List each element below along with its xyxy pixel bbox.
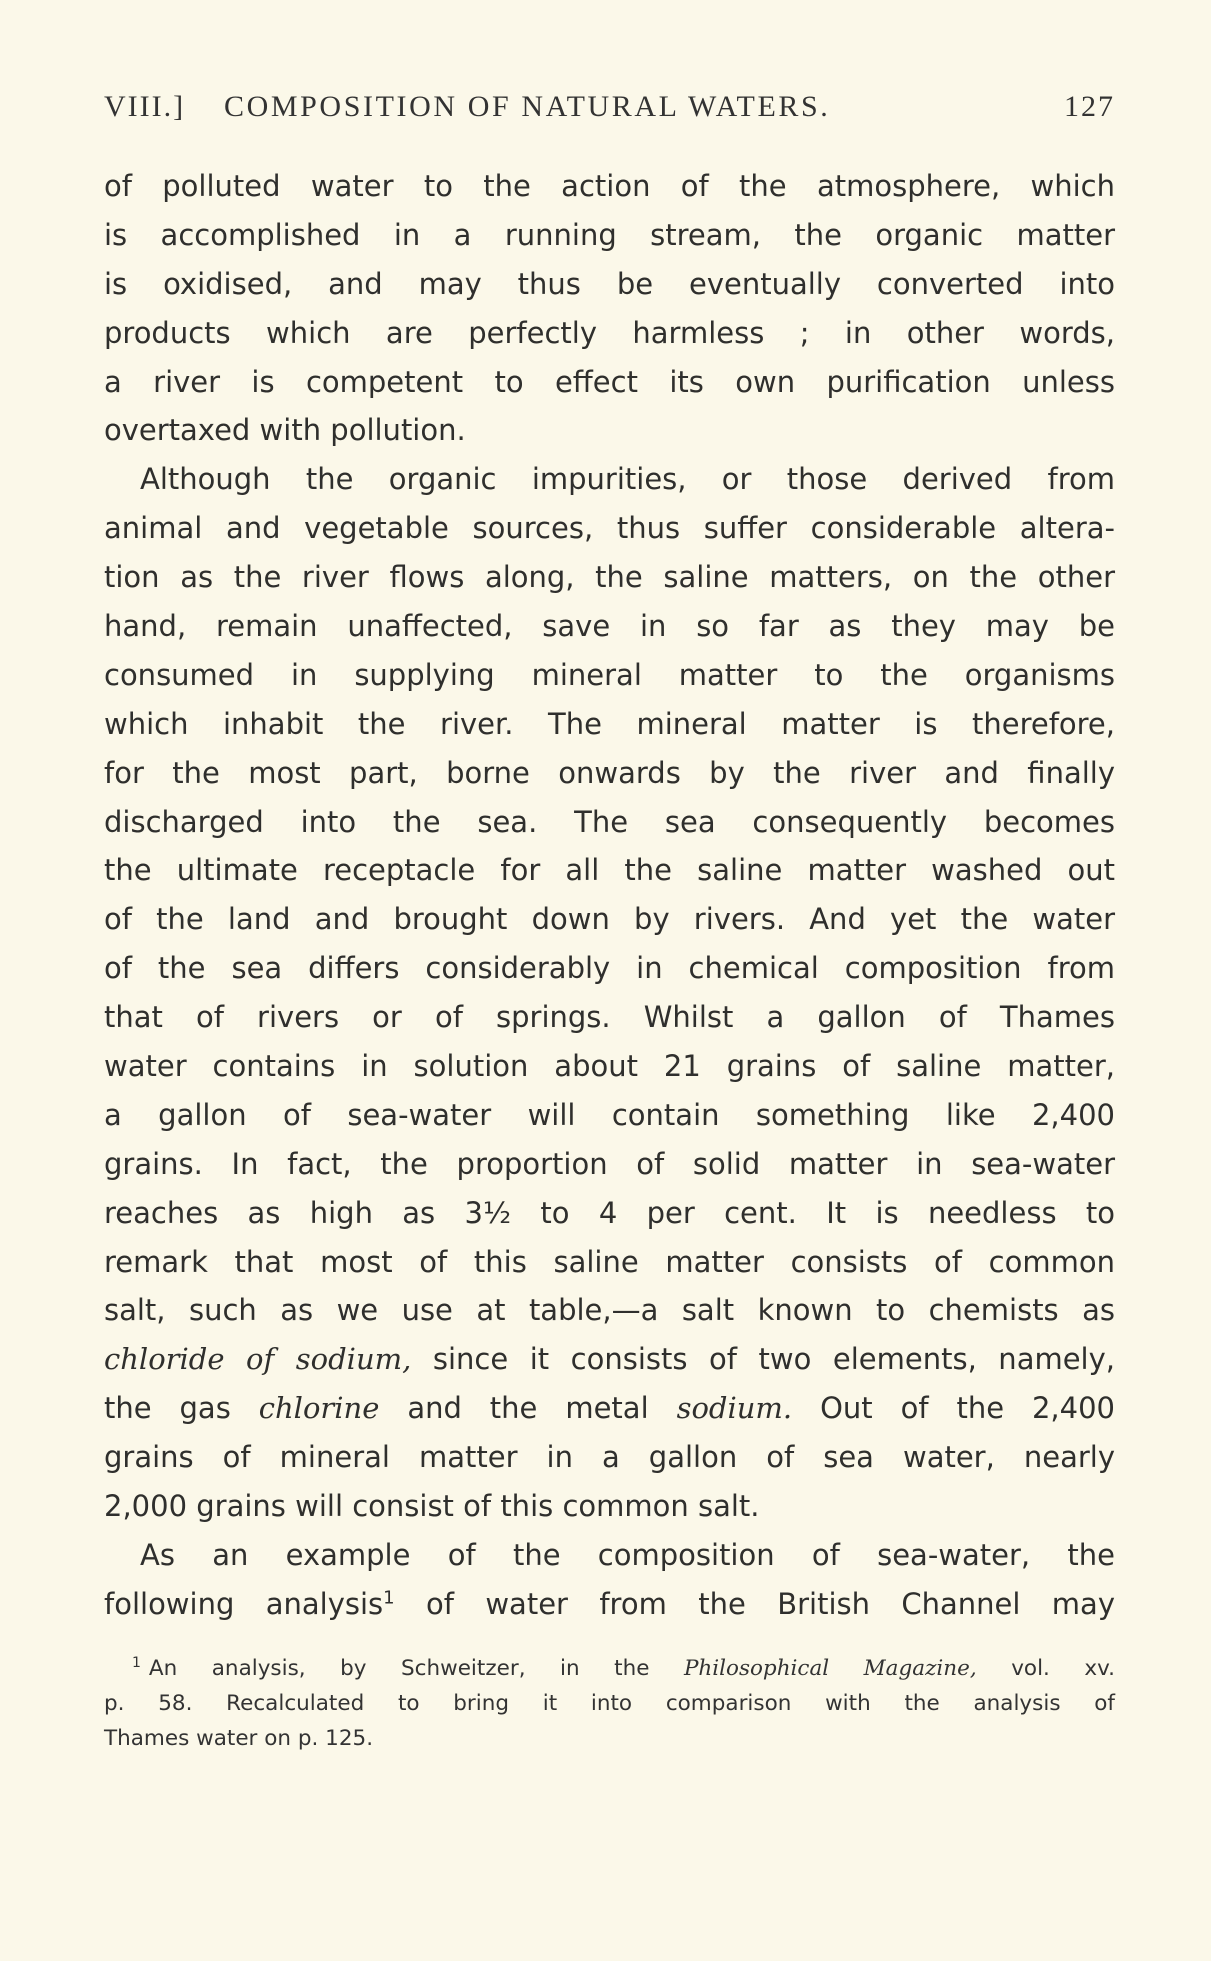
- text-line: consumed in supplying mineral matter to the organisms: [104, 657, 1115, 692]
- text-fragment: vol. xv.: [976, 1655, 1115, 1681]
- text-line: water contains in solution about 21 grains of saline matter,: [104, 1049, 1115, 1084]
- text-line: of the land and brought down by rivers. And yet the water: [104, 902, 1115, 937]
- text-line: that of rivers or of springs. Whilst a gallon of Thames: [104, 1000, 1115, 1035]
- text-fragment: since it consists of two elements, namely,: [411, 1342, 1115, 1377]
- running-head: [104, 90, 1115, 134]
- italic-title: Philosophical Magazine,: [683, 1655, 977, 1681]
- text-line: animal and vegetable sources, thus suffer considerable altera-: [104, 511, 1115, 546]
- italic-term: chloride of sodium,: [104, 1342, 412, 1377]
- text-line: reaches as high as 3½ to 4 per cent. It is needless to: [104, 1195, 1115, 1230]
- text-line: remark that most of this saline matter consists of common: [104, 1244, 1115, 1279]
- footnote-line: [104, 1651, 1115, 1686]
- text-line: [104, 1335, 1115, 1384]
- text-line: of the sea differs considerably in chemical composition from: [104, 951, 1115, 986]
- text-line: grains of mineral matter in a gallon of sea water, nearly: [104, 1440, 1115, 1475]
- text-line: a river is competent to effect its own purification unless: [104, 364, 1115, 399]
- footnotes: [104, 1651, 1115, 1756]
- text-line: [104, 1580, 1115, 1629]
- footnote-line: p. 58. Recalculated to bring it into comparison with the analysis of: [104, 1690, 1115, 1716]
- text-line: 2,000 grains will consist of this common salt.: [104, 1489, 760, 1524]
- text-line: for the most part, borne onwards by the river and finally: [104, 755, 1115, 790]
- page-number: 127: [1064, 90, 1115, 123]
- text-line: which inhabit the river. The mineral matter is therefore,: [104, 706, 1115, 741]
- chapter-title: COMPOSITION OF NATURAL WATERS.: [224, 90, 831, 123]
- italic-term: chlorine: [258, 1391, 380, 1426]
- footnote-reference[interactable]: 1: [383, 1587, 395, 1609]
- text-line: overtaxed with pollution.: [104, 413, 466, 448]
- text-line: of polluted water to the action of the atmosphere, which: [104, 169, 1115, 203]
- text-line: products which are perfectly harmless ; in other words,: [104, 315, 1115, 350]
- text-line: As an example of the composition of sea-water, the: [140, 1537, 1115, 1572]
- footnote-marker: 1: [132, 1654, 141, 1671]
- text-line: the ultimate receptacle for all the saline matter washed out: [104, 853, 1115, 888]
- text-line: a gallon of sea-water will contain something like 2,400: [104, 1097, 1115, 1132]
- italic-term: sodium.: [676, 1391, 793, 1426]
- text-fragment: the gas: [104, 1391, 259, 1426]
- text-fragment: of water from the British Channel may: [394, 1586, 1115, 1621]
- text-line: [104, 1384, 1115, 1433]
- text-line: discharged into the sea. The sea consequently becomes: [104, 804, 1115, 839]
- paragraph-1: [104, 162, 1115, 455]
- body-text: [104, 162, 1115, 1629]
- text-fragment: An analysis, by Schweitzer, in the: [148, 1655, 684, 1681]
- chapter-number: VIII.]: [104, 90, 186, 123]
- text-line: grains. In fact, the proportion of solid matter in sea-water: [104, 1146, 1115, 1181]
- paragraph-2: [104, 455, 1115, 1531]
- text-fragment: following analysis: [104, 1586, 384, 1621]
- text-fragment: Out of the 2,400: [792, 1391, 1115, 1426]
- text-line: hand, remain unaffected, save in so far as they may be: [104, 609, 1115, 644]
- text-line: tion as the river flows along, the saline matters, on the other: [104, 560, 1115, 595]
- book-page: [104, 90, 1115, 1756]
- text-line: is accomplished in a running stream, the organic matter: [104, 217, 1115, 252]
- paragraph-3: [104, 1531, 1115, 1629]
- text-line: Although the organic impurities, or those derived from: [140, 462, 1115, 497]
- text-line: salt, such as we use at table,—a salt known to chemists as: [104, 1293, 1115, 1328]
- text-line: is oxidised, and may thus be eventually converted into: [104, 266, 1115, 301]
- footnote-line: Thames water on p. 125.: [104, 1725, 374, 1751]
- text-fragment: and the metal: [379, 1391, 677, 1426]
